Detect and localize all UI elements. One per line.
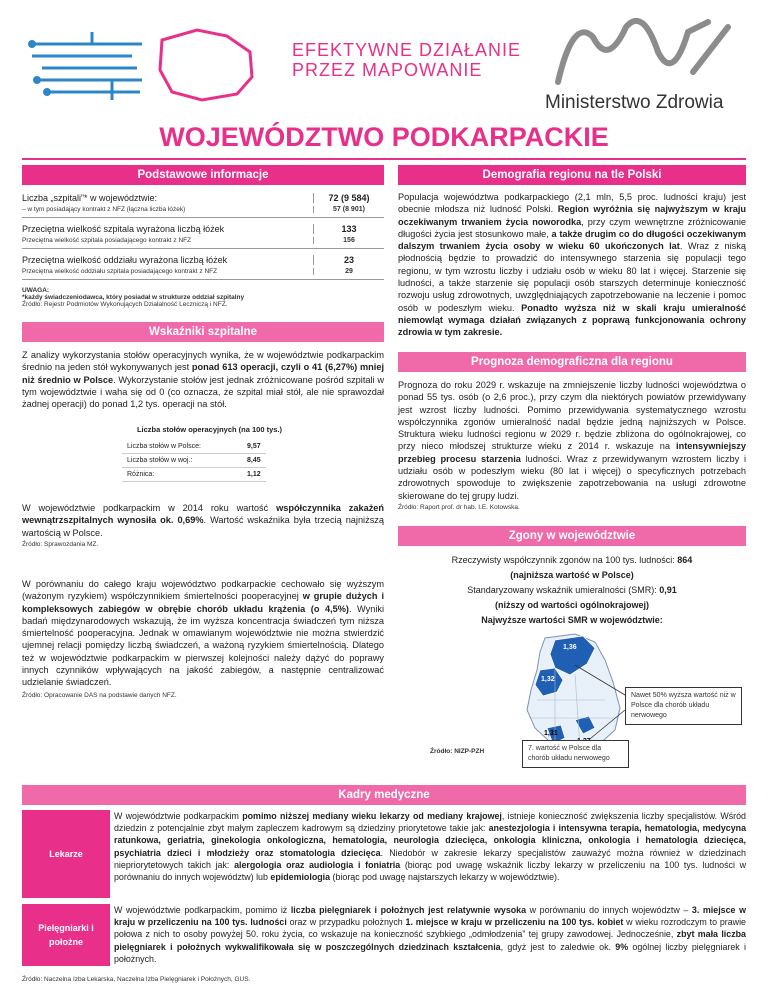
map-label-3: 1,31: [544, 730, 558, 737]
hospital-indicators-heading: Wskaźniki szpitalne: [22, 322, 384, 342]
hospital-size-value: 133: [313, 224, 384, 234]
table-row: Liczba stołów w woj.: 8,45: [122, 454, 266, 468]
doctors-paragraph: W województwie podkarpackim pomimo niższej mediany wieku lekarzy od mediany krajowej, istnieje konieczność zwiększenia liczby specjalistów. Wśród dziedzin z potencjalnie zbyt małym zapleczem kadrowym są dziedziny priorytetowe takie jak: anestezjologia i intensywna terapia, hematologia, medycyna ratunkowa, geriatria, ginekologia onkologiczna, hematologia, neurologia dziecięca, onkologia kliniczna, onkologia i hematologia dziecięca, psychiatria dzieci i młodzieży oraz stomatologia dziecięca. Niedobór w zakresie lekarzy specjalistów zauważyć można również w dziedzinach niepriorytetowych takich jak: alergologia oraz audiologia i foniatria (biorąc pod uwagę wskaźnik liczby lekarzy w przeliczeniu na 100 tys. ludności w porównaniu do innych województw) lub epidemiologia (biorąc pod uwagę najstarszych lekarzy w województwie).: [114, 811, 747, 883]
hospital-source-1: Źródło: Sprawozdania MZ.: [22, 540, 99, 548]
staff-heading: Kadry medyczne: [22, 785, 746, 805]
staff-source: Źródło: Naczelna Izba Lekarska, Naczelna Izba Pielęgniarek i Położnych, GUS.: [22, 976, 251, 983]
annotation-box-2: 7. wartość w Polsce dla chorób układu nerwowego: [522, 740, 629, 768]
hospital-paragraph-2: W województwie podkarpackim w 2014 roku wartość współczynnika zakażeń wewnątrzszpitalnych wynosiła ok. 0,69%. Wartość wskaźnika była trzecią najniższą wartością w Polsce.: [22, 503, 385, 538]
operating-tables-title: Liczba stołów operacyjnych (na 100 tys.): [136, 425, 283, 434]
title-divider: [22, 158, 746, 160]
ward-size-nfz-value: 29: [313, 268, 384, 275]
hospital-size-nfz-label: Przeciętna wielkość szpitala posiadającego kontrakt z NFZ: [22, 237, 192, 244]
hospital-paragraph-3: W porównaniu do całego kraju województwo podkarpackie cechowało się wyższym (ważonym ryzykiem) współczynnikiem śmiertelności pooperacyjnej w grupie dużych i kompleksowych zabiegów w obrębie chorób układu krążenia (o 4,5%). Wyniki badań międzynarodowych wskazują, że im wyższa koncentracja świadczeń tym niższa śmiertelność pooperacyjna. Jednak w omawianym województwie nie można stwierdzić ujemnej relacji pomiędzy liczbą świadczeń, a ważoną ryzykiem śmiertelnością. Dlatego też w województwie podkarpackim w pierwszej kolejności należy dążyć do poprawy innych czynników wpływających na jakość zabiegów, a następnie centralizować udzielanie świadczeń.: [22, 579, 385, 688]
hospitals-nfz-label: – w tym posiadający kontrakt z NFZ (łączna liczba łóżek): [22, 206, 186, 213]
forecast-heading: Prognoza demograficzna dla regionu: [398, 352, 746, 372]
logo-graphic: [22, 22, 272, 107]
map-label-1: 1,36: [563, 644, 577, 651]
forecast-paragraph: Prognoza do roku 2029 r. wskazuje na zmniejszenie liczby ludności województwa o ponad 55 tys. osób (o 2,6 proc.), przy czym dla niektórych powiatów przewidywany jest wzrost liczby ludności. Pomimo przewidywania systematycznego wzrostu współczynnika zgonów umieralność nadal będzie jedną najniższych w Polsce. Struktura wieku ludności regionu w 2029 r. będzie zbliżona do ogólnokrajowej, co przy nieco młodszej strukturze wieku z 2014 r. wskazuje na intensywniejszy przebieg procesu starzenia ludności. Wraz z przewidywanym wzrostem liczby i udziału osób w podeszłym wieku (80 lat i więcej) o specyficznych potrzebach zdrowotnych spowoduje to zwiększenie zapotrzebowania na usługi zdrowotne skierowane do tej grupy ludzi.: [398, 380, 746, 501]
forecast-source: Źródło: Raport prof. dr hab. I.E. Kotowska.: [398, 503, 520, 511]
staff-section: [22, 785, 746, 805]
hospitals-count-label: Liczba „szpitali”* w województwie:: [22, 193, 158, 203]
page-title: WOJEWÓDZTWO PODKARPACKIE: [159, 122, 609, 152]
deaths-rate: Rzeczywisty współczynnik zgonów na 100 tys. ludności: 864: [451, 555, 693, 565]
hospitals-nfz-value: 57 (8 901): [313, 206, 384, 213]
ministry-logo-graphic: [548, 12, 738, 87]
demography-section: [398, 165, 746, 339]
nurses-paragraph: W województwie podkarpackim, pomimo iż liczba pielęgniarek i położnych jest relatywnie wysoka w porównaniu do innych województw – 3. miejsce w kraju w przeliczeniu na 100 tys. ludności oraz w przypadku położnych 1. miejsce w kraju w przeliczeniu na 100 tys. kobiet w wieku rozrodczym to prawie połowa z nich to osoby powyżej 50. roku życia, co wskazuje na konieczność szybkiego „odmłodzenia” tej grupy zawodowej. Jednocześnie, zbyt mała liczba pielęgniarek i położnych wykwalifikowała się w poszczególnych dziedzinach kształcenia, gdyż jest to zaledwie ok. 9% ogólnej liczby pielęgniarek i położnych.: [114, 905, 746, 964]
note-text: *każdy świadczeniodawca, który posiadał w strukturze oddział szpitalny: [22, 294, 245, 301]
forecast-section: [398, 352, 746, 511]
smr-note: (niższy od wartości ogólnokrajowej): [494, 600, 650, 610]
deaths-section: [398, 526, 746, 628]
deaths-heading: Zgony w województwie: [398, 526, 746, 546]
hospital-size-nfz-value: 156: [313, 237, 384, 244]
demography-heading: Demografia regionu na tle Polski: [398, 165, 746, 185]
hospital-indicators-section: [22, 322, 384, 410]
hospital-size-label: Przeciętna wielkość szpitala wyrażona liczbą łóżek: [22, 224, 225, 234]
ward-size-value: 23: [313, 255, 384, 265]
table-row: Liczba stołów w Polsce: 9,57: [122, 440, 266, 454]
table-row: Różnica: 1,12: [122, 468, 266, 482]
deaths-source: Źródło: NIZP-PZH: [430, 748, 485, 755]
demography-paragraph: Populacja województwa podkarpackiego (2,1 mln, 5,5 proc. ludności kraju) jest obecnie młodsza niż ludność Polski. Region wyróżnia się najwyższym w kraju oczekiwanym trwaniem życia noworodka, przy czym wewnętrzne zróżnicowanie długości życia jest stosunkowo małe, a także drugim co do długości oczekiwanym dalszym trwaniem życia osoby w wieku 60 ukończonych lat. Wraz z niską płodnością będzie to prowadzić do intensywnego starzenia się populacji tego regionu, w tym wzrostu liczby i udziału osób w wieku 80 lat i więcej. Starzenie się ludności, a także starzenie się populacji osób starszych determinuje konieczność rozwoju usług zdrowotnych, uwzględniających zapotrzebowanie na leczenie i pomoc osób w podeszłym wieku. Ponadto wyższa niż w skali kraju umieralność niemowląt wymaga działań związanych z poprawą funkcjonowania ochrony zdrowia w tym zakresie.: [398, 192, 746, 338]
ward-size-nfz-label: Przeciętna wielkość oddziału szpitala posiadającego kontrakt z NFZ: [22, 268, 218, 275]
basic-info-section: [22, 165, 384, 308]
logo-line1: EFEKTYWNE DZIAŁANIE: [292, 40, 522, 60]
nurses-label: Pielęgniarki i położne: [22, 904, 110, 966]
ward-size-label: Przeciętna wielkość oddziału wyrażona liczbą łóżek: [22, 255, 228, 265]
mortality-block: [22, 578, 384, 699]
operating-tables-box: [112, 425, 307, 482]
doctors-label: Lekarze: [22, 810, 110, 898]
infection-block: [22, 502, 384, 548]
hospital-source-2: Źródło: Opracowanie DAS na podstawie danych NFZ.: [22, 691, 177, 699]
annotation-box-1: Nawet 50% wyższa wartość niż w Polsce dla chorób układu nerwowego: [625, 687, 742, 725]
smr-value: Standaryzowany wskaźnik umieralności (SMR): 0,91: [467, 585, 677, 595]
hospital-paragraph-1: Z analizy wykorzystania stołów operacyjnych wynika, że w województwie podkarpackim średnio na jeden stół wykonywanych jest ponad 613 operacji, czyli o 41 (6,27%) mniej niż średnio w Polsce. Wykorzystanie stołów jest jednak zróżnicowane pośród szpitali w tym województwie i waha się od 0 (co oznacza, że szpital miał stół, ale nie sprawozdał żadnej operacji) do ponad 1,2 tys. operacji na stół.: [22, 350, 384, 410]
basic-info-heading: Podstawowe informacje: [22, 165, 384, 185]
note-title: UWAGA:: [22, 287, 50, 294]
smr-highest-title: Najwyższe wartości SMR w województwie:: [481, 615, 663, 625]
map-label-2: 1,32: [541, 676, 555, 683]
ministry-name: Ministerstwo Zdrowia: [545, 92, 724, 113]
hospitals-count-value: 72 (9 584): [313, 193, 384, 203]
logo-line2: PRZEZ MAPOWANIE: [292, 60, 483, 80]
basic-source: Źródło: Rejestr Podmiotów Wykonujących Działalność Leczniczą i NFZ.: [22, 301, 228, 308]
deaths-rate-note: (najniższa wartość w Polsce): [510, 570, 634, 580]
